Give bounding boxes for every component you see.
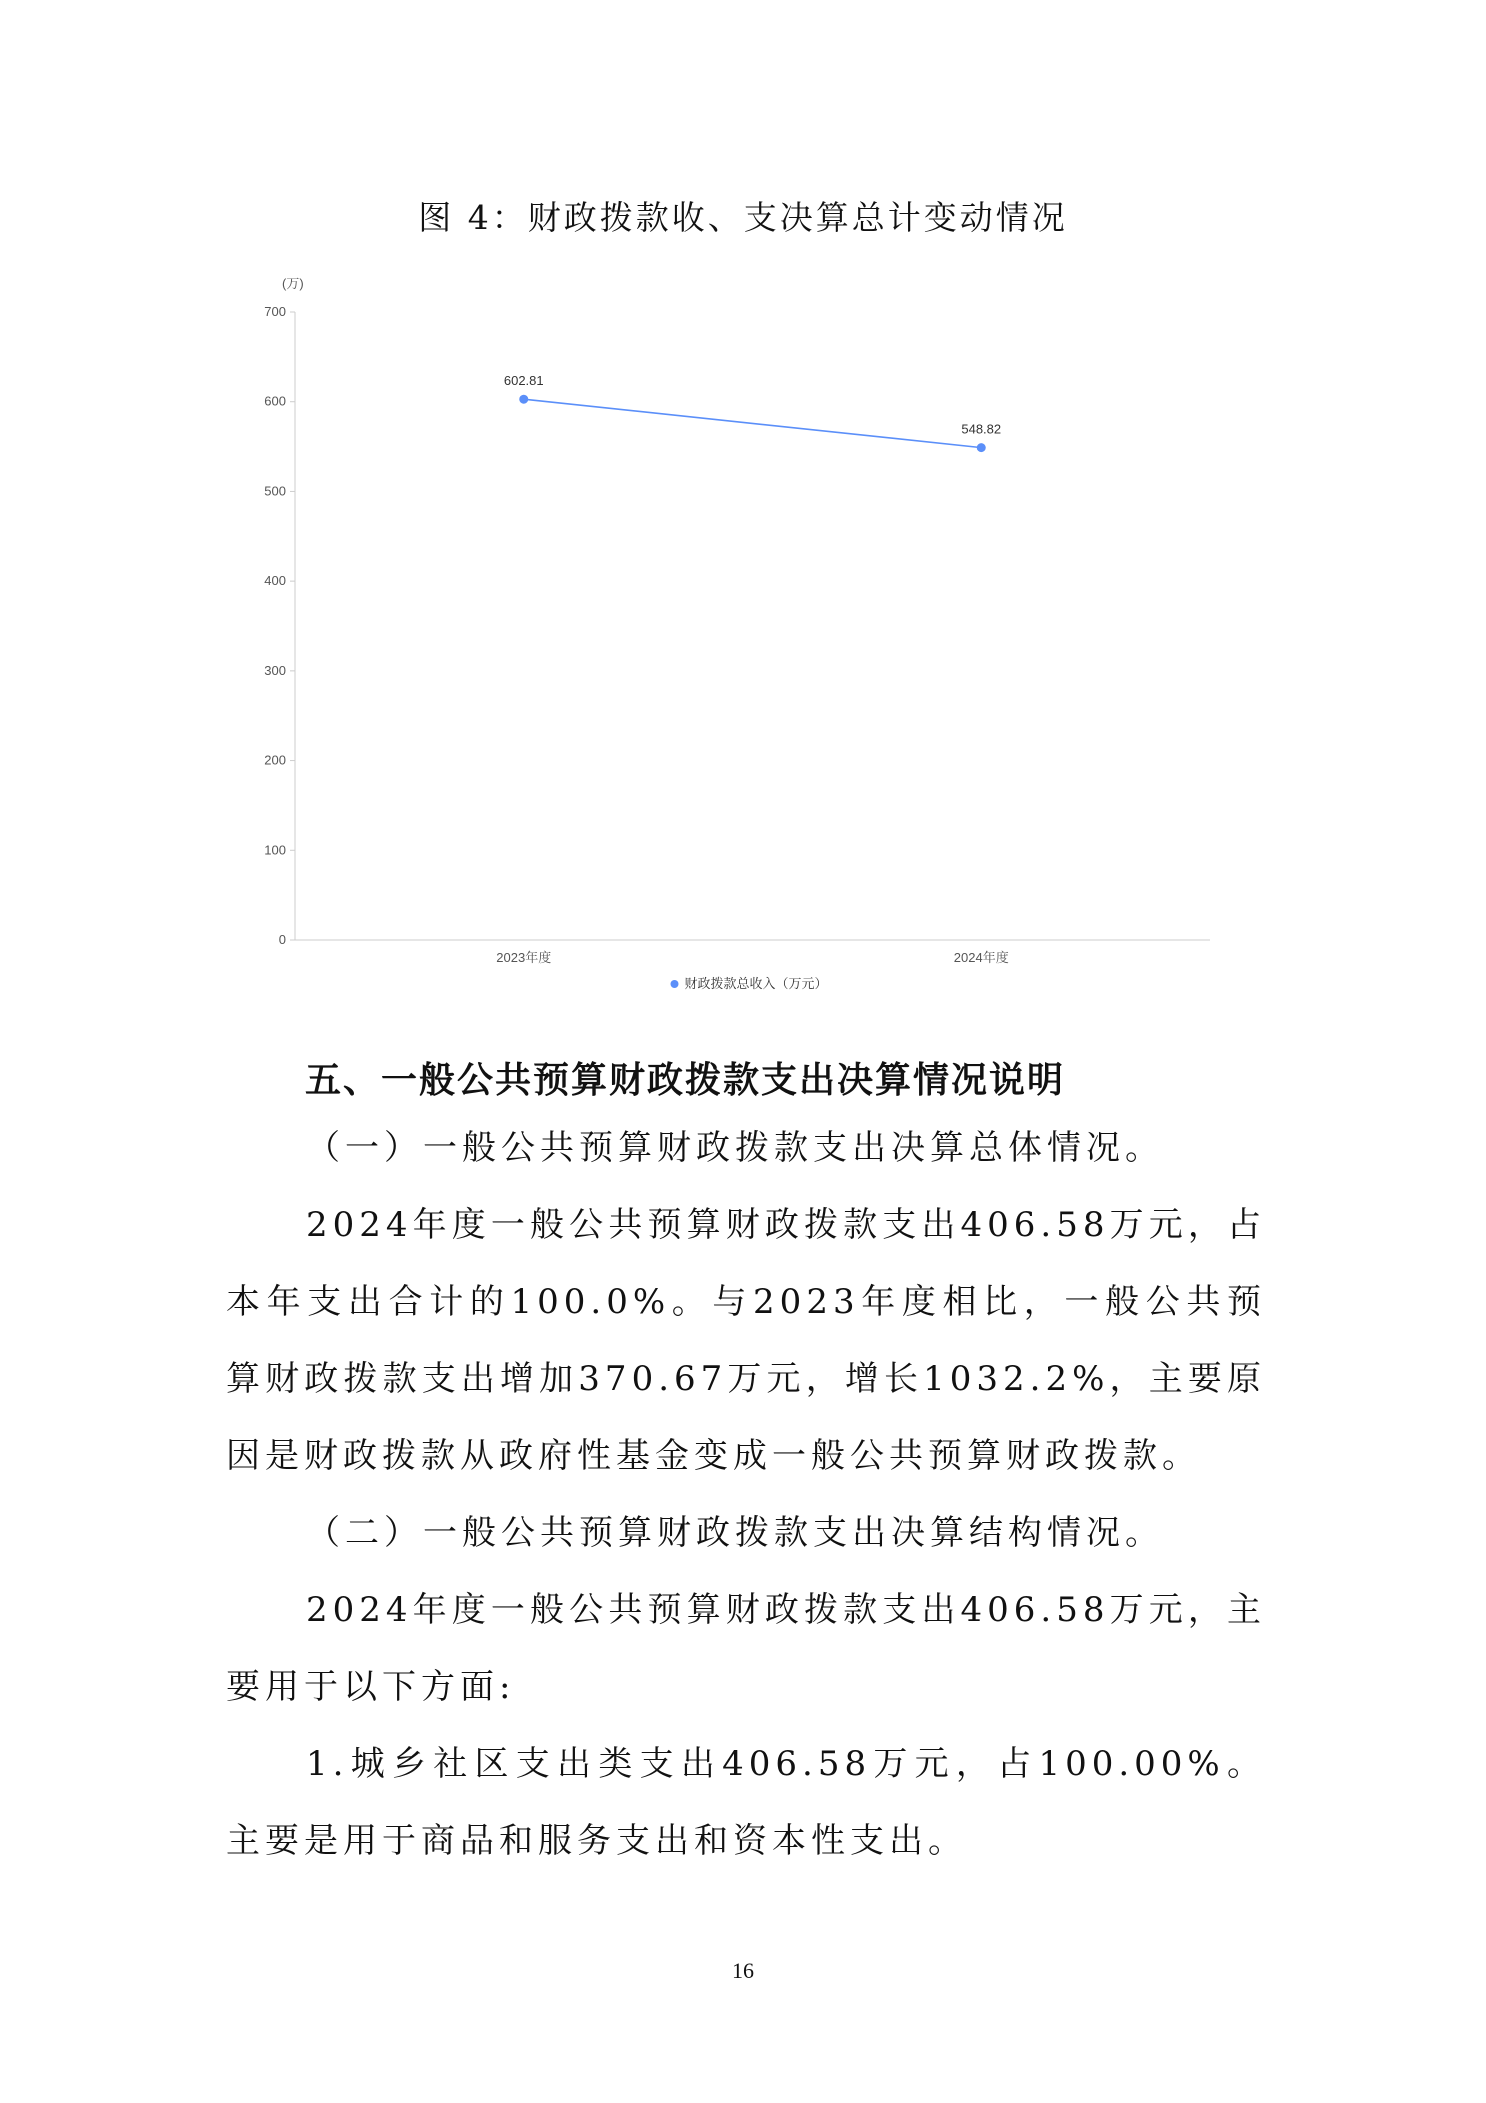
y-tick-label: 0 bbox=[278, 932, 286, 947]
data-label: 548.82 bbox=[961, 421, 1002, 437]
subheading-structure: （二）一般公共预算财政拨款支出决算结构情况。 bbox=[306, 1513, 1164, 1553]
y-tick-label: 200 bbox=[264, 752, 286, 768]
figure-title: 图 4：财政拨款收、支决算总计变动情况 bbox=[418, 198, 1068, 237]
legend-marker bbox=[671, 980, 679, 988]
y-tick-label: 600 bbox=[264, 393, 286, 409]
x-tick-label: 2023年度 bbox=[496, 950, 552, 965]
data-point bbox=[519, 395, 528, 404]
y-tick-label: 500 bbox=[264, 483, 286, 499]
x-tick-label: 2024年度 bbox=[953, 950, 1009, 965]
paragraph-overall: 2024年度一般公共预算财政拨款支出406.58万元，占本年支出合计的100.0%。与2023年度相比，一般公共预算财政拨款支出增加370.67万元，增长1032.2%，主要原因是财政拨款从政府性基金变成一般公共预算财政拨款。 bbox=[226, 1205, 1266, 1476]
y-axis-unit-label: (万) bbox=[282, 276, 304, 291]
line-chart bbox=[240, 268, 1240, 1008]
subheading-overall: （一）一般公共预算财政拨款支出决算总体情况。 bbox=[306, 1128, 1164, 1168]
chart-legend bbox=[671, 976, 828, 991]
section-heading: 五、一般公共预算财政拨款支出决算情况说明 bbox=[305, 1060, 1066, 1101]
y-tick-label: 100 bbox=[264, 842, 286, 858]
data-label: 602.81 bbox=[503, 373, 544, 389]
y-tick-label: 700 bbox=[264, 304, 286, 319]
legend-label: 财政拨款总收入（万元） bbox=[684, 976, 828, 991]
series-line bbox=[524, 399, 982, 447]
body-text bbox=[226, 1110, 1266, 1880]
series-group bbox=[504, 373, 1001, 452]
data-point bbox=[977, 443, 986, 452]
paragraph-urban-rural: 1.城乡社区支出类支出406.58万元，占100.00%。主要是用于商品和服务支出和资本性支出。 bbox=[226, 1744, 1266, 1861]
y-axis bbox=[264, 304, 295, 947]
page-number: 16 bbox=[732, 1958, 754, 1983]
x-axis bbox=[295, 940, 1210, 965]
y-tick-label: 400 bbox=[264, 573, 286, 589]
y-tick-label: 300 bbox=[264, 662, 286, 678]
paragraph-structure: 2024年度一般公共预算财政拨款支出406.58万元，主要用于以下方面: bbox=[226, 1590, 1266, 1707]
